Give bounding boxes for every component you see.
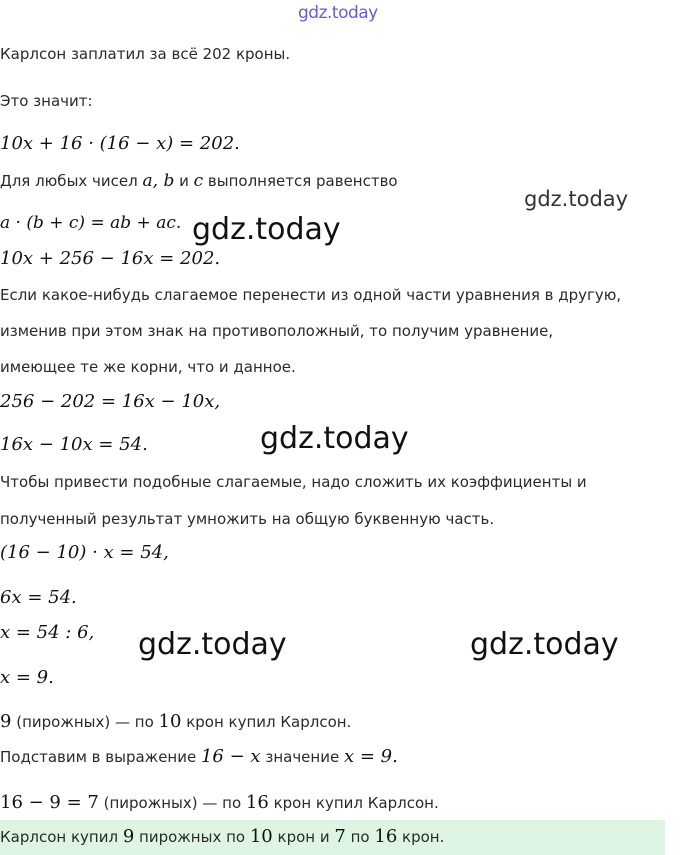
text-fragment: Для любых чисел (0, 172, 143, 190)
watermark: gdz.today (192, 212, 341, 247)
text-fragment: (пирожных) — по (98, 794, 246, 812)
text-fragment: крон. (397, 828, 445, 846)
text-line-rule-2: изменив при этом знак на противоположный, то получим уравнение, (0, 322, 554, 340)
text-fragment: крон и (272, 828, 335, 846)
text-line-rule-3: имеющее те же корни, что и данное. (0, 358, 296, 376)
text-line-like-terms-2: полученный результат умножить на общую буквенную часть. (0, 510, 495, 528)
math-var: c (193, 171, 204, 191)
math-expression: 16 − 9 = 7 (0, 792, 99, 813)
equation-result: x = 9. (0, 667, 54, 688)
watermark: gdz.today (524, 187, 629, 211)
text-fragment: по (345, 828, 375, 846)
text-fragment: пирожных по (134, 828, 250, 846)
equation-combined: (16 − 10) · x = 54, (0, 542, 169, 563)
math-number: 10 (249, 826, 273, 847)
equation-expanded: 10x + 256 − 16x = 202. (0, 248, 221, 269)
text-line-cakes-10 (0, 711, 351, 732)
text-line-rule-1: Если какое-нибудь слагаемое перенести из одной части уравнения в другую, (0, 286, 622, 304)
text-line-meaning: Это значит: (0, 92, 93, 110)
math-expression: x = 9. (343, 746, 398, 767)
text-fragment: (пирожных) — по (11, 713, 159, 731)
watermark: gdz.today (260, 421, 409, 456)
text-line-cakes-16 (0, 792, 439, 813)
math-vars: a, b (142, 171, 175, 191)
answer-text (0, 826, 444, 847)
math-number: 7 (334, 826, 346, 847)
equation-initial: 10x + 16 · (16 − x) = 202. (0, 133, 240, 154)
text-line-total-paid: Карлсон заплатил за всё 202 кроны. (0, 45, 291, 63)
text-fragment: крон купил Карлсон. (268, 794, 439, 812)
math-expression: 16 − x (200, 746, 261, 767)
equation-6x: 6x = 54. (0, 587, 77, 608)
watermark-top: gdz.today (298, 3, 378, 23)
watermark: gdz.today (138, 627, 287, 662)
math-number: 16 (374, 826, 398, 847)
text-line-like-terms-1: Чтобы привести подобные слагаемые, надо сложить их коэффициенты и (0, 473, 587, 491)
text-line-substitute (0, 746, 398, 767)
math-number: 10 (158, 711, 182, 732)
math-number: 9 (0, 711, 12, 732)
math-number: 16 (245, 792, 269, 813)
watermark: gdz.today (470, 627, 619, 662)
text-fragment: выполняется равенство (203, 172, 398, 190)
text-fragment: Карлсон купил (0, 828, 123, 846)
equation-divide: x = 54 : 6, (0, 622, 95, 643)
text-fragment: крон купил Карлсон. (181, 713, 352, 731)
equation-distributive: a · (b + c) = ab + ac. (0, 213, 182, 233)
text-fragment: и (174, 172, 194, 190)
text-fragment: Подставим в выражение (0, 748, 201, 766)
text-fragment: значение (260, 748, 344, 766)
equation-moved: 256 − 202 = 16x − 10x, (0, 391, 221, 412)
math-number: 9 (122, 826, 135, 847)
equation-simplified: 16x − 10x = 54. (0, 434, 148, 455)
text-line-distributive-intro (0, 171, 398, 191)
